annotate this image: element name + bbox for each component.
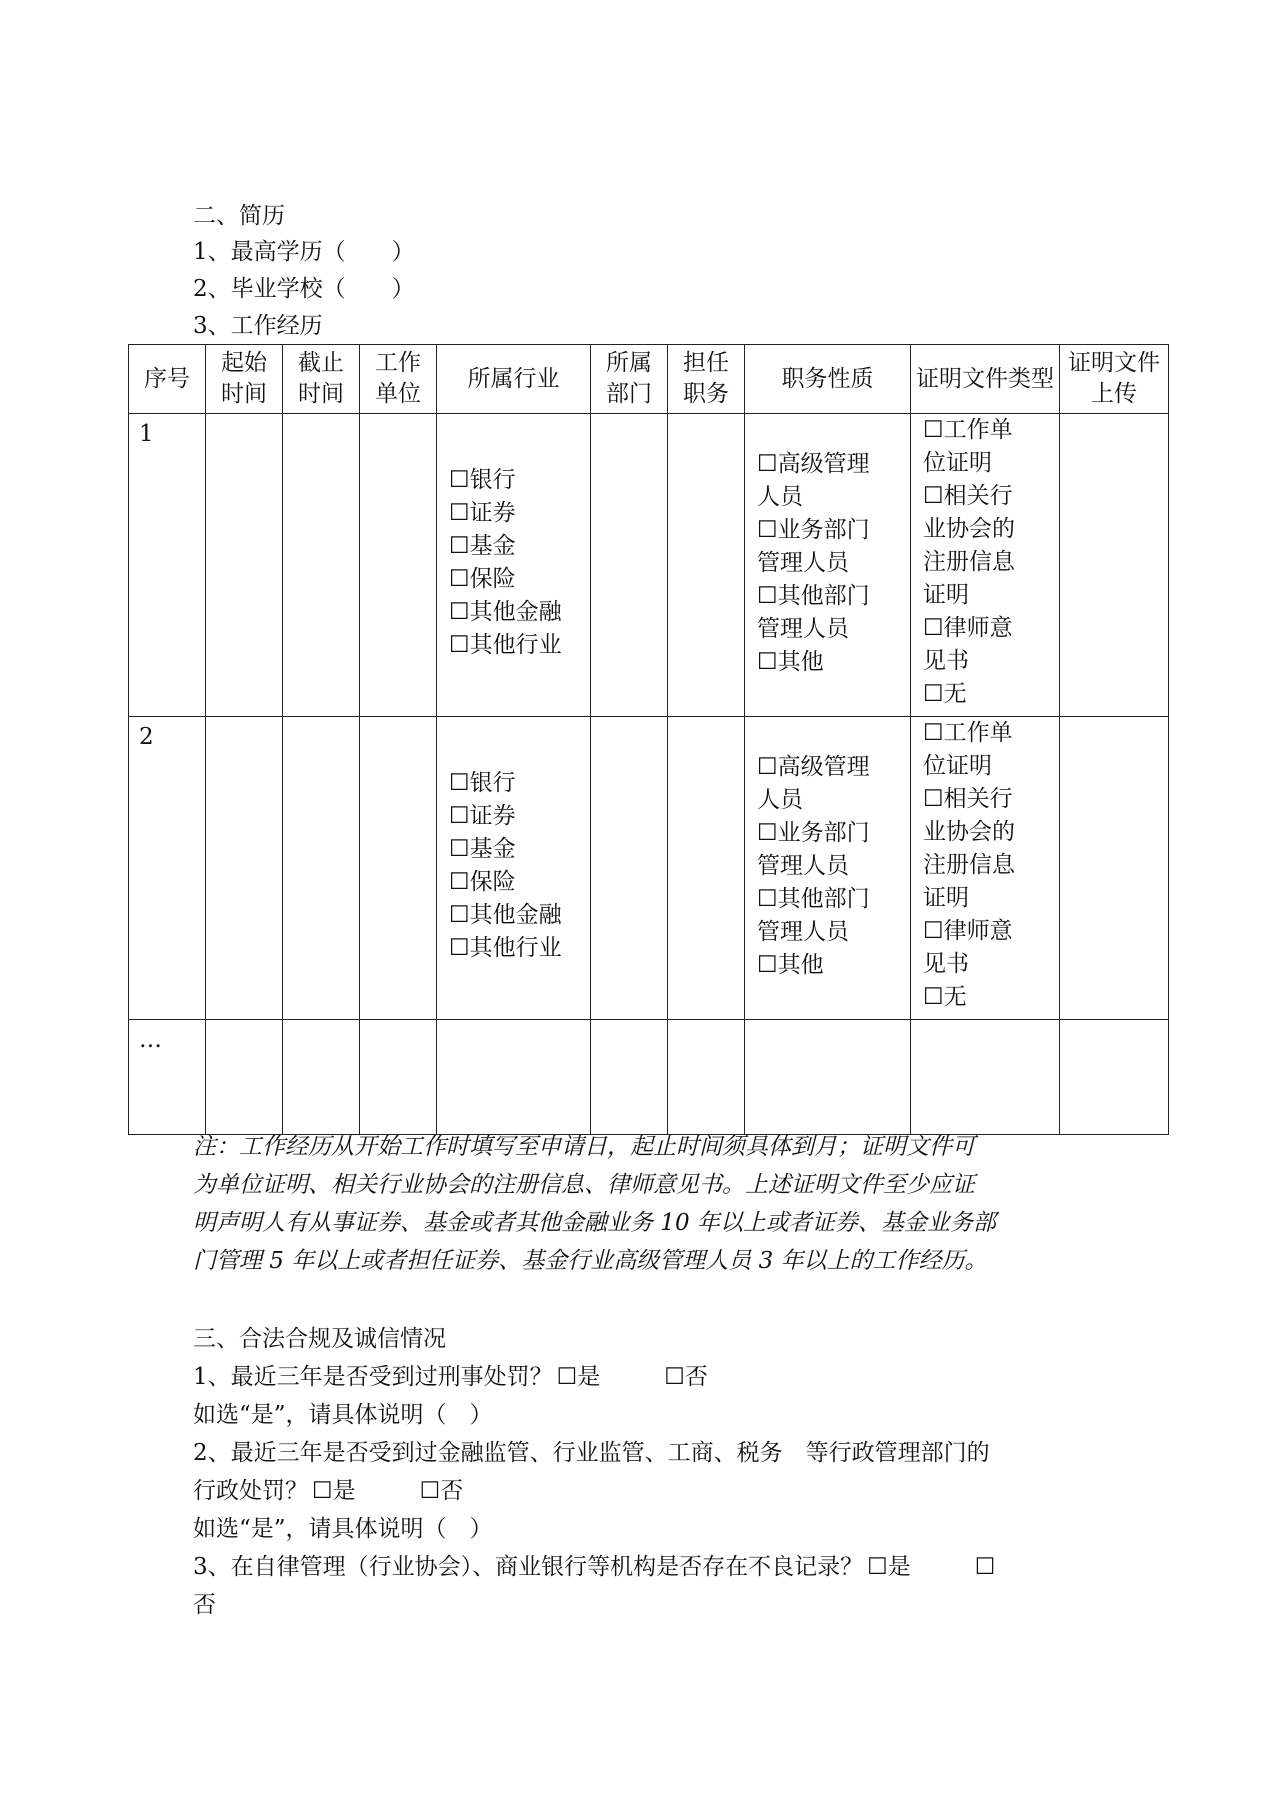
industry-cell bbox=[437, 414, 591, 717]
cert-type-text: 注册信息 bbox=[923, 549, 1015, 575]
job-nature-option[interactable]: ☐其他部门 bbox=[757, 583, 870, 609]
q1-explain: 如选“是”，请具体说明（ ） bbox=[193, 1402, 493, 1428]
job-nature-text: 人员 bbox=[757, 484, 803, 510]
cert-upload-cell[interactable] bbox=[1060, 1020, 1169, 1135]
note-line: 注：工作经历从开始工作时填写至申请日，起止时间须具体到月；证明文件可 bbox=[193, 1134, 975, 1160]
industry-cell bbox=[437, 717, 591, 1020]
question-2-line1: 2、最近三年是否受到过金融监管、行业监管、工商、税务 等行政管理部门的 bbox=[193, 1440, 990, 1466]
job-nature-option[interactable]: ☐业务部门 bbox=[757, 820, 870, 846]
question-1 bbox=[193, 1358, 1093, 1396]
department-cell[interactable] bbox=[591, 1020, 668, 1135]
job-nature-option[interactable]: ☐高级管理 bbox=[757, 754, 870, 780]
job-nature-option[interactable]: ☐高级管理 bbox=[757, 451, 870, 477]
cert-type-text: 见书 bbox=[923, 951, 969, 977]
compliance-section bbox=[193, 1320, 1093, 1624]
job-nature-option[interactable]: ☐其他部门 bbox=[757, 886, 870, 912]
table-header-row bbox=[129, 345, 1169, 414]
q2-yes-checkbox[interactable]: ☐是 bbox=[312, 1478, 356, 1504]
department-cell[interactable] bbox=[591, 717, 668, 1020]
industry-option[interactable]: ☐基金 bbox=[449, 836, 516, 862]
end-time-cell[interactable] bbox=[283, 414, 360, 717]
seq-cell: … bbox=[129, 1020, 206, 1135]
cert-type-text: 位证明 bbox=[923, 753, 992, 779]
cert-type-option[interactable]: ☐无 bbox=[923, 681, 967, 707]
work-experience-table bbox=[128, 344, 1169, 1135]
header-cell: 职务性质 bbox=[745, 345, 911, 414]
position-cell[interactable] bbox=[668, 717, 745, 1020]
industry-option[interactable]: ☐其他行业 bbox=[449, 935, 562, 961]
question-2-line2 bbox=[193, 1472, 1093, 1510]
cert-type-cell bbox=[911, 414, 1060, 717]
q3-yes-checkbox[interactable]: ☐是 bbox=[867, 1554, 911, 1580]
work-experience-title: 3、工作经历 bbox=[193, 313, 323, 339]
department-cell[interactable] bbox=[591, 414, 668, 717]
start-time-cell[interactable] bbox=[206, 717, 283, 1020]
cert-type-option[interactable]: ☐相关行 bbox=[923, 786, 1013, 812]
q3-no-checkbox[interactable]: ☐ bbox=[974, 1554, 996, 1580]
cert-type-option[interactable]: ☐律师意 bbox=[923, 918, 1013, 944]
question-2-text: 行政处罚？ bbox=[193, 1478, 308, 1504]
header-cell: 所属行业 bbox=[437, 345, 591, 414]
cert-type-text: 注册信息 bbox=[923, 852, 1015, 878]
start-time-cell[interactable] bbox=[206, 1020, 283, 1135]
job-nature-cell[interactable] bbox=[745, 1020, 911, 1135]
resume-section-title: 二、简历 bbox=[193, 203, 285, 229]
industry-cell[interactable] bbox=[437, 1020, 591, 1135]
q1-yes-checkbox[interactable]: ☐是 bbox=[556, 1364, 601, 1390]
header-cell: 证明文件类型 bbox=[911, 345, 1060, 414]
job-nature-text: 管理人员 bbox=[757, 616, 849, 642]
q2-no-checkbox[interactable]: ☐否 bbox=[419, 1478, 464, 1504]
job-nature-text: 管理人员 bbox=[757, 919, 849, 945]
industry-option[interactable]: ☐其他金融 bbox=[449, 902, 562, 928]
header-cell: 截止时间 bbox=[283, 345, 360, 414]
start-time-cell[interactable] bbox=[206, 414, 283, 717]
industry-option[interactable]: ☐银行 bbox=[449, 467, 516, 493]
compliance-title: 三、合法合规及诚信情况 bbox=[193, 1326, 446, 1352]
industry-option[interactable]: ☐其他行业 bbox=[449, 632, 562, 658]
cert-type-cell bbox=[911, 717, 1060, 1020]
industry-option[interactable]: ☐证券 bbox=[449, 500, 516, 526]
table-row bbox=[129, 717, 1169, 1020]
position-cell[interactable] bbox=[668, 414, 745, 717]
job-nature-option[interactable]: ☐其他 bbox=[757, 649, 824, 675]
position-cell[interactable] bbox=[668, 1020, 745, 1135]
industry-option[interactable]: ☐保险 bbox=[449, 869, 516, 895]
cert-type-text: 证明 bbox=[923, 885, 969, 911]
end-time-cell[interactable] bbox=[283, 1020, 360, 1135]
industry-option[interactable]: ☐基金 bbox=[449, 533, 516, 559]
cert-type-cell[interactable] bbox=[911, 1020, 1060, 1135]
school-label: 2、毕业学校（ ） bbox=[193, 276, 415, 302]
header-cell: 工作单位 bbox=[360, 345, 437, 414]
q2-explain: 如选“是”，请具体说明（ ） bbox=[193, 1516, 493, 1542]
note-line: 门管理 5 年以上或者担任证券、基金行业高级管理人员 3 年以上的工作经历。 bbox=[193, 1248, 988, 1274]
seq-cell: 1 bbox=[129, 414, 206, 717]
cert-type-text: 证明 bbox=[923, 582, 969, 608]
employer-cell[interactable] bbox=[360, 717, 437, 1020]
cert-upload-cell[interactable] bbox=[1060, 717, 1169, 1020]
employer-cell[interactable] bbox=[360, 414, 437, 717]
cert-type-text: 业协会的 bbox=[923, 516, 1015, 542]
job-nature-cell bbox=[745, 414, 911, 717]
cert-type-option[interactable]: ☐相关行 bbox=[923, 483, 1013, 509]
job-nature-option[interactable]: ☐业务部门 bbox=[757, 517, 870, 543]
industry-option[interactable]: ☐银行 bbox=[449, 770, 516, 796]
cert-type-text: 位证明 bbox=[923, 450, 992, 476]
employer-cell[interactable] bbox=[360, 1020, 437, 1135]
table-row bbox=[129, 1020, 1169, 1135]
header-cell: 序号 bbox=[129, 345, 206, 414]
industry-option[interactable]: ☐保险 bbox=[449, 566, 516, 592]
table-row bbox=[129, 414, 1169, 717]
question-1-text: 1、最近三年是否受到过刑事处罚？ bbox=[193, 1364, 553, 1390]
end-time-cell[interactable] bbox=[283, 717, 360, 1020]
header-cell: 担任职务 bbox=[668, 345, 745, 414]
cert-upload-cell[interactable] bbox=[1060, 414, 1169, 717]
cert-type-option[interactable]: ☐律师意 bbox=[923, 615, 1013, 641]
job-nature-text: 人员 bbox=[757, 787, 803, 813]
header-cell: 证明文件上传 bbox=[1060, 345, 1169, 414]
question-3 bbox=[193, 1548, 1093, 1586]
job-nature-cell bbox=[745, 717, 911, 1020]
job-nature-option[interactable]: ☐其他 bbox=[757, 952, 824, 978]
job-nature-text: 管理人员 bbox=[757, 550, 849, 576]
cert-type-text: 见书 bbox=[923, 648, 969, 674]
header-cell: 所属部门 bbox=[591, 345, 668, 414]
note-line: 为单位证明、相关行业协会的注册信息、律师意见书。上述证明文件至少应证 bbox=[193, 1172, 975, 1198]
q3-no-label: 否 bbox=[193, 1592, 216, 1618]
cert-type-option[interactable]: ☐工作单 bbox=[923, 720, 1013, 746]
note-line: 明声明人有从事证券、基金或者其他金融业务 10 年以上或者证券、基金业务部 bbox=[193, 1210, 996, 1236]
cert-type-option[interactable]: ☐无 bbox=[923, 984, 967, 1010]
question-3-text: 3、在自律管理（行业协会）、商业银行等机构是否存在不良记录？ bbox=[193, 1554, 864, 1580]
education-label: 1、最高学历（ ） bbox=[193, 239, 415, 265]
industry-option[interactable]: ☐证券 bbox=[449, 803, 516, 829]
work-experience-note bbox=[193, 1128, 1093, 1280]
cert-type-text: 业协会的 bbox=[923, 819, 1015, 845]
seq-cell: 2 bbox=[129, 717, 206, 1020]
cert-type-option[interactable]: ☐工作单 bbox=[923, 417, 1013, 443]
q1-no-checkbox[interactable]: ☐否 bbox=[664, 1364, 708, 1390]
header-cell: 起始时间 bbox=[206, 345, 283, 414]
job-nature-text: 管理人员 bbox=[757, 853, 849, 879]
industry-option[interactable]: ☐其他金融 bbox=[449, 599, 562, 625]
